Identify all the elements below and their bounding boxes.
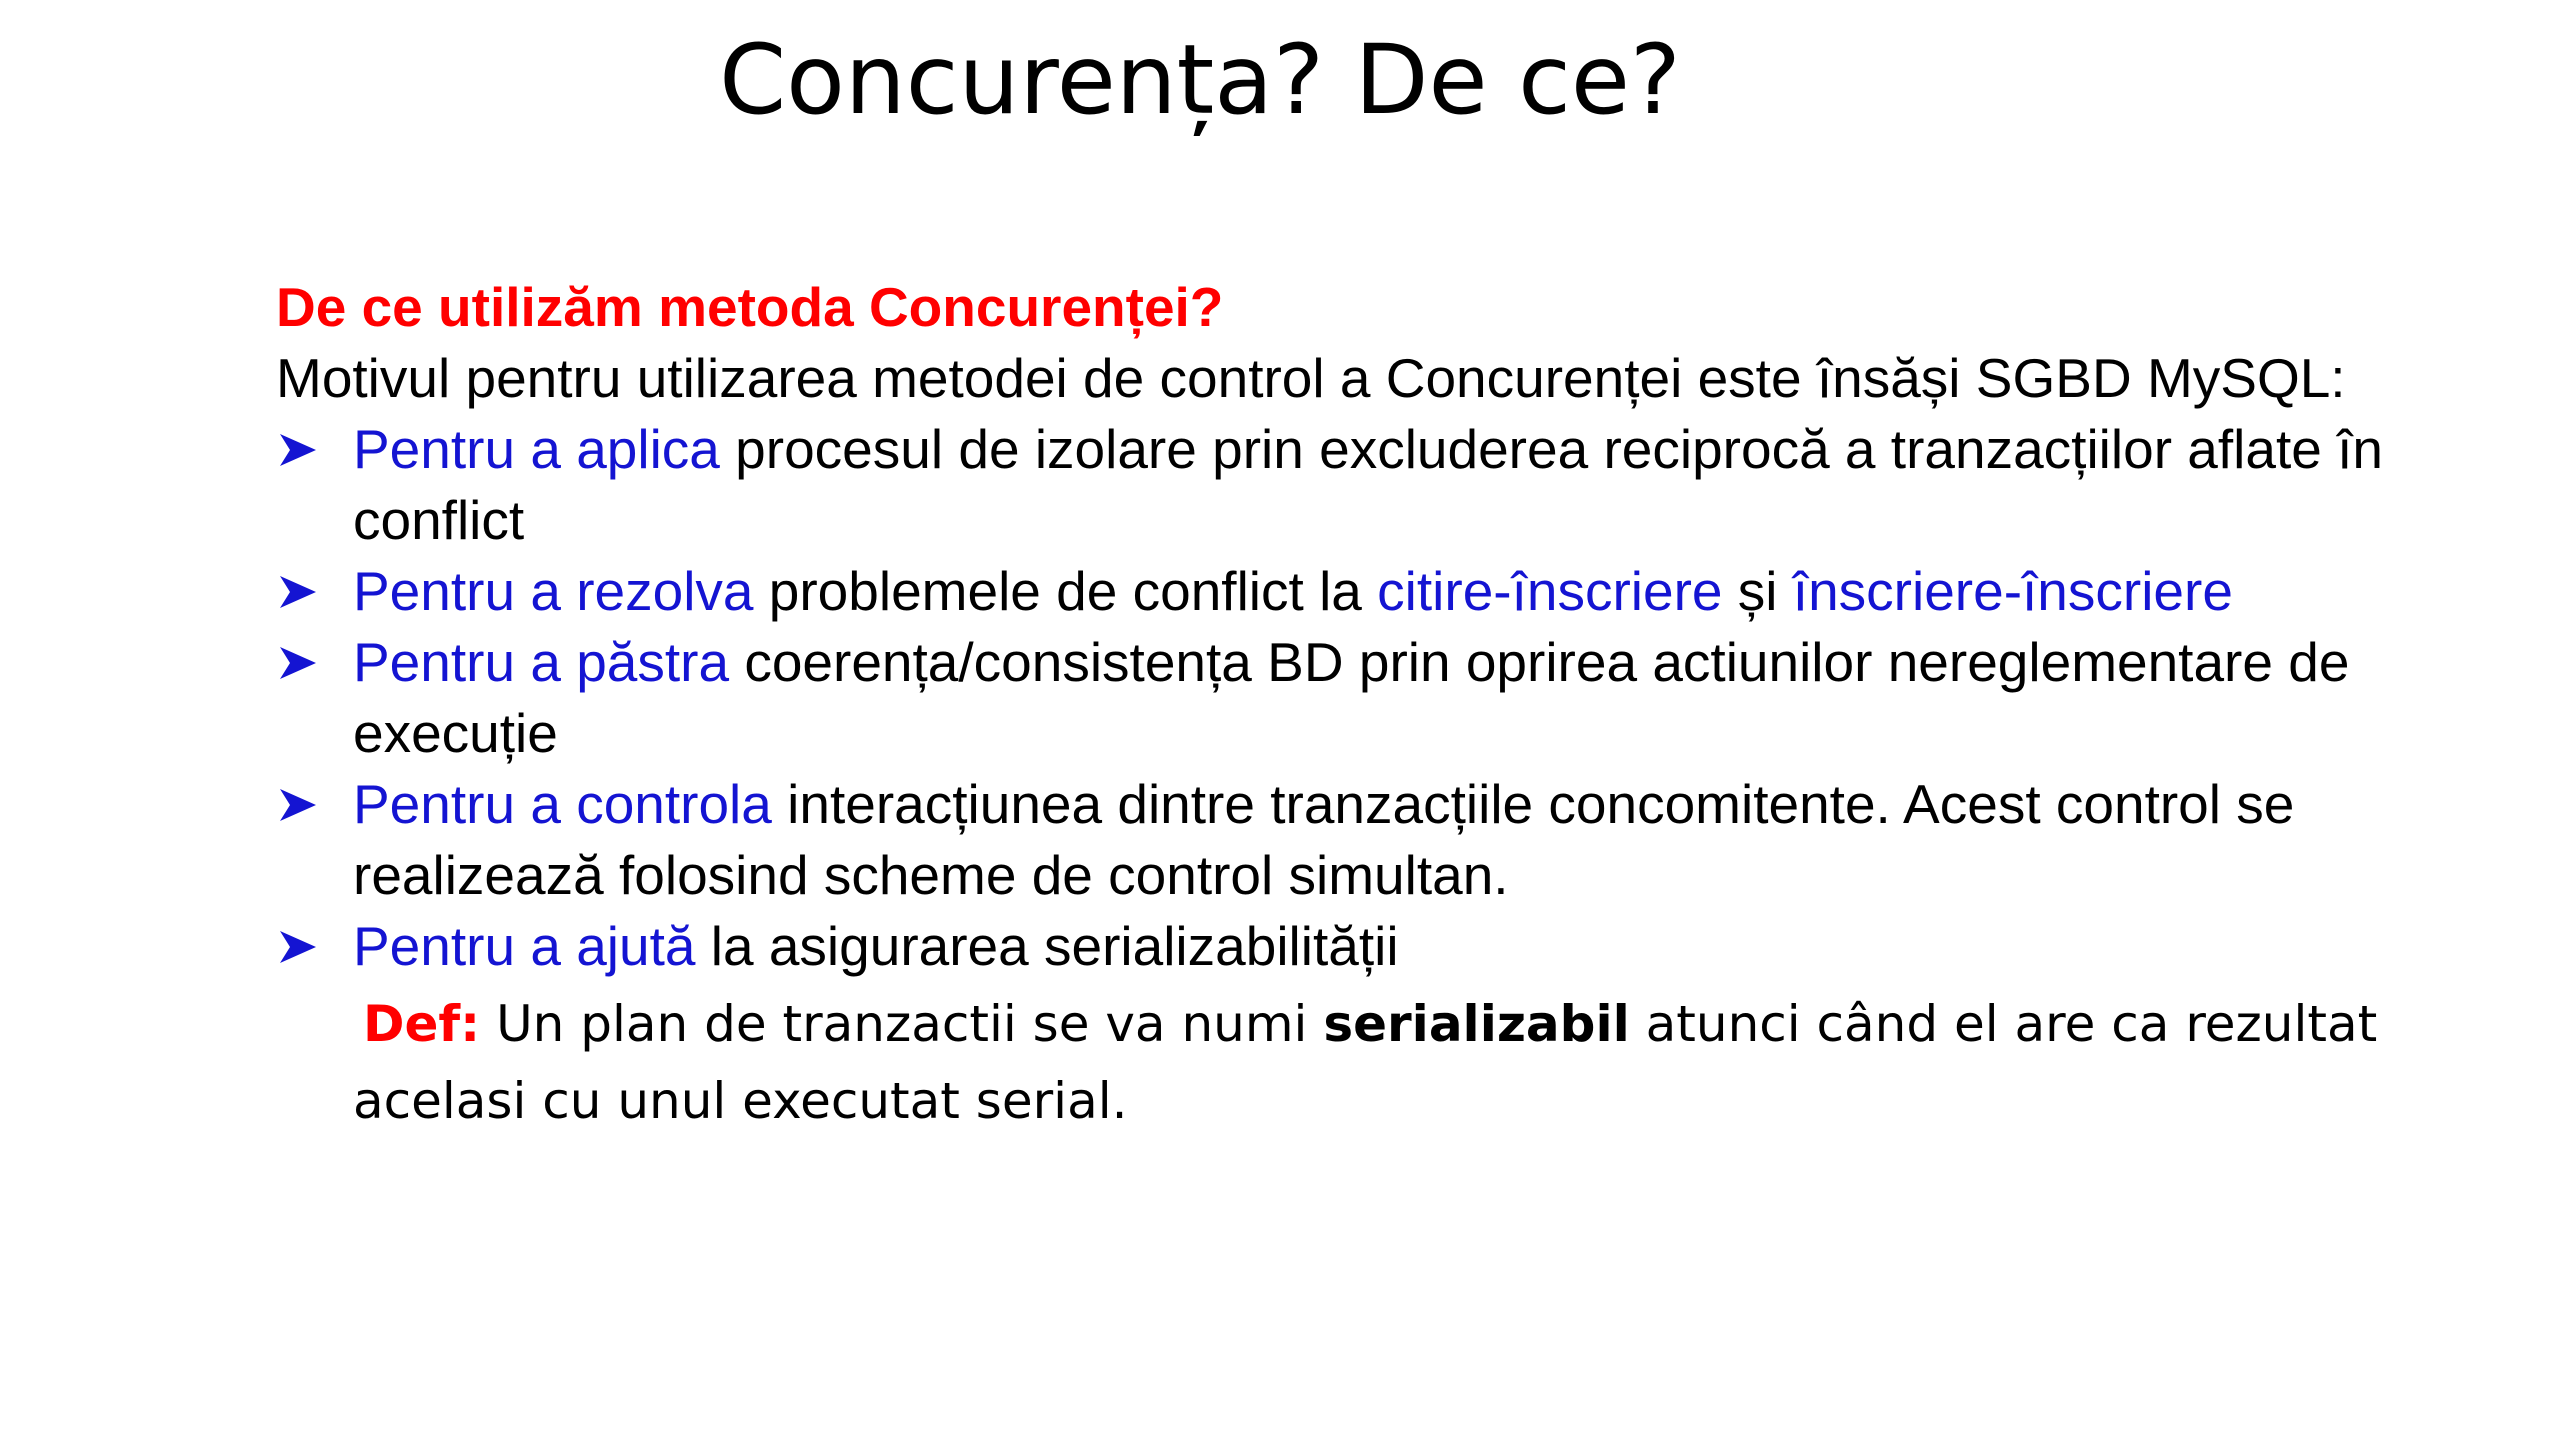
bullet-lead: Pentru a păstra xyxy=(353,631,730,693)
bullet-text: interacțiunea dintre tranzacțiile concomitente. Acest control se realizează folosind scheme de control simultan. xyxy=(353,773,2295,906)
bullet-item xyxy=(276,556,2436,627)
arrowhead-bullet-icon xyxy=(278,627,322,698)
definition-text: Un plan de tranzactii se va numi xyxy=(480,995,1324,1053)
bullet-lead: Pentru a ajută xyxy=(353,915,696,977)
bullet-item xyxy=(276,911,2436,982)
bullet-text: coerența/consistența BD prin oprirea actiunilor nereglementare de execuție xyxy=(353,631,2350,764)
arrowhead-bullet-icon xyxy=(278,911,322,982)
bullet-item xyxy=(276,769,2436,911)
bullet-text: și xyxy=(1722,560,1793,622)
slide-content xyxy=(276,272,2436,1140)
bullet-text: procesul de izolare prin excluderea reciprocă a tranzacțiilor aflate în conflict xyxy=(353,418,2383,551)
arrowhead-bullet-icon xyxy=(278,769,322,840)
arrowhead-bullet-icon xyxy=(278,414,322,485)
arrowhead-bullet-icon xyxy=(278,556,322,627)
definition-text: atunci când el are ca rezultat acelasi cu unul executat serial. xyxy=(353,995,2378,1130)
definition-block xyxy=(276,986,2436,1140)
bullet-item xyxy=(276,414,2436,556)
bullet-lead: Pentru a rezolva xyxy=(353,560,754,622)
intro-paragraph: Motivul pentru utilizarea metodei de control a Concurenței este însăși SGBD MySQL: xyxy=(276,347,2346,409)
bullet-text: la asigurarea serializabilității xyxy=(695,915,1399,977)
question-heading: De ce utilizăm metoda Concurenței? xyxy=(276,276,1224,338)
slide-title: Concurența? De ce? xyxy=(719,24,1681,136)
definition-bold-term: serializabil xyxy=(1323,995,1630,1053)
bullet-item xyxy=(276,627,2436,769)
bullet-text: problemele de conflict la xyxy=(753,560,1378,622)
bullet-list xyxy=(276,414,2436,982)
bullet-highlight: citire-înscriere xyxy=(1377,560,1723,622)
bullet-lead: Pentru a aplica xyxy=(353,418,720,480)
bullet-lead: Pentru a controla xyxy=(353,773,772,835)
definition-label: Def: xyxy=(363,995,481,1053)
bullet-highlight: înscriere-înscriere xyxy=(1792,560,2233,622)
